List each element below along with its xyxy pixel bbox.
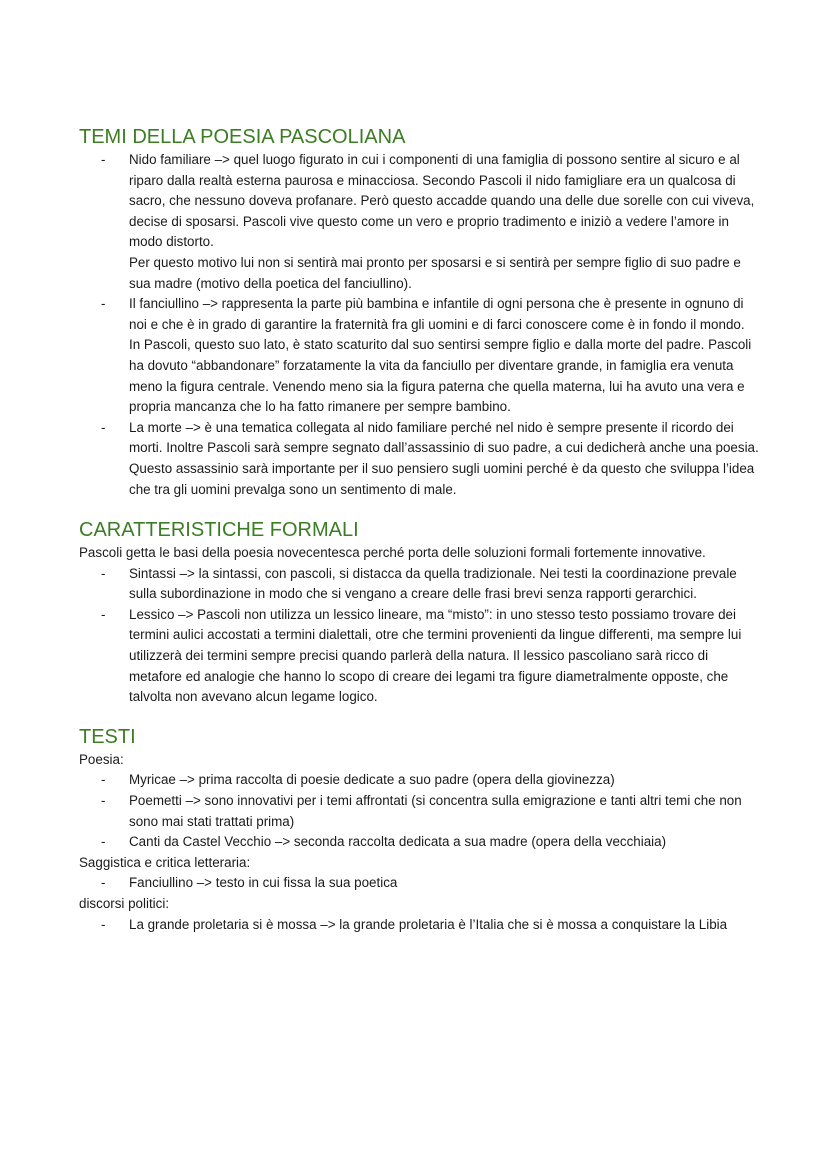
bullet-dash: - — [101, 565, 106, 581]
bullet-dash: - — [101, 834, 106, 850]
item-text: Poemetti –> sono innovativi per i temi affrontati (si concentra sulla emigrazione e tanti altri temi che non sono mai stati trattati prima) — [129, 793, 742, 829]
bullet-dash: - — [101, 793, 106, 809]
list-item-sintassi — [79, 564, 759, 605]
temi-list — [79, 150, 759, 500]
item-text: La grande proletaria si è mossa –> la grande proletaria è l’Italia che si è mossa a conquistare la Libia — [129, 916, 728, 932]
item-text: La morte –> è una tematica collegata al nido familiare perché nel nido è sempre presente il ricordo dei morti. Inoltre Pascoli sarà sempre segnato dall’assassinio di suo padre, a cui dedicherà anche una poesia. Questo assassinio sarà importante per il suo pensiero sugli uomini perché è da questo che sviluppa l’idea che tra gli uomini prevalga sono un sentimento di male. — [129, 419, 759, 497]
section-temi — [79, 124, 759, 500]
section-caratteristiche — [79, 517, 759, 708]
list-item-lessico — [79, 605, 759, 708]
poesia-list — [79, 770, 759, 852]
bullet-dash: - — [101, 606, 106, 622]
saggistica-list — [79, 873, 759, 894]
list-item-canti-castel-vecchio — [79, 832, 759, 853]
bullet-dash: - — [101, 772, 106, 788]
list-item-poemetti — [79, 791, 759, 832]
section-heading-caratteristiche: CARATTERISTICHE FORMALI — [79, 519, 359, 542]
list-item-fanciullino — [79, 294, 759, 418]
item-text: Myricae –> prima raccolta di poesie dedicate a suo padre (opera della giovinezza) — [129, 772, 615, 788]
caratteristiche-list — [79, 564, 759, 708]
list-item-morte — [79, 418, 759, 500]
item-extra-text: Per questo motivo lui non si sentirà mai pronto per sposarsi e si sentirà per sempre figlio di suo padre e sua madre (motivo della poetica del fanciullino). — [129, 254, 741, 291]
section-intro: Pascoli getta le basi della poesia novecentesca perché porta delle soluzioni formali fortemente innovative. — [79, 545, 706, 561]
section-heading-testi: TESTI — [79, 725, 136, 748]
item-text: Canti da Castel Vecchio –> seconda raccolta dedicata a sua madre (opera della vecchiaia) — [129, 834, 667, 850]
bullet-dash: - — [101, 152, 106, 167]
item-text: Lessico –> Pascoli non utilizza un lessico lineare, ma “misto”: in uno stesso testo possiamo trovare dei termini aulici accostati a termini dialettali, otre che termini provenienti da lingue differenti, ma sempre lui utilizzerà dei termini sempre precisi quando parlerà della natura. Il lessico pascoliano sarà ricco di metafore ed analogie che hanno lo scopo di creare dei legami tra figure diametralmente opposte, che talvolta non avevano alcun legame logico. — [129, 606, 742, 705]
bullet-dash: - — [101, 419, 106, 435]
discorsi-list — [79, 915, 759, 936]
bullet-dash: - — [101, 296, 106, 312]
item-text: Sintassi –> la sintassi, con pascoli, si distacca da quella tradizionale. Nei testi la coordinazione prevale sulla subordinazione in modo che si vengano a creare delle frasi brevi senza rapporti gerarchici. — [129, 565, 737, 602]
group-label-discorsi: discorsi politici: — [79, 896, 170, 911]
item-text: Fanciullino –> testo in cui fissa la sua poetica — [129, 875, 398, 891]
bullet-dash: - — [101, 916, 106, 932]
section-testi — [79, 724, 759, 935]
list-item-nido-familiare — [79, 150, 759, 294]
section-heading-temi: TEMI DELLA POESIA PASCOLIANA — [79, 126, 406, 148]
list-item-grande-proletaria — [79, 915, 759, 936]
list-item-myricae — [79, 770, 759, 791]
item-text: Il fanciullino –> rappresenta la parte più bambina e infantile di ogni persona che è presente in ognuno di noi e che è in grado di garantire la fraternità fra gli uomini e di farci conoscere come è in fondo il mondo. — [129, 296, 745, 332]
item-extra-text: In Pascoli, questo suo lato, è stato scaturito dal suo sentirsi sempre figlio e dalla morte del padre. Pascoli ha dovuto “abbandonare” forzatamente la vita da fanciullo per diventare grande, in famiglia era venuta meno la figura centrale. Venendo meno sia la figura paterna che quella materna, lui ha avuto una vera e propria mancanza che lo ha fatto rimanere per sempre bambino. — [129, 337, 752, 415]
document-content — [79, 124, 759, 935]
group-label-saggistica: Saggistica e critica letteraria: — [79, 854, 251, 870]
group-label-poesia: Poesia: — [79, 751, 124, 767]
bullet-dash: - — [101, 875, 106, 891]
list-item-fanciullino-testo — [79, 873, 759, 894]
item-text: Nido familiare –> quel luogo figurato in cui i componenti di una famiglia di possono sentire al sicuro e al riparo dalla realtà esterna paurosa e minacciosa. Secondo Pascoli il nido famigliare era un qualcosa di sacro, che nessuno doveva profanare. Però questo accadde quando una delle due sorelle con cui viveva, decise di sposarsi. Pascoli vive questo come un vero e proprio tradimento e iniziò a vedere l’amore in modo distorto. — [129, 152, 755, 250]
